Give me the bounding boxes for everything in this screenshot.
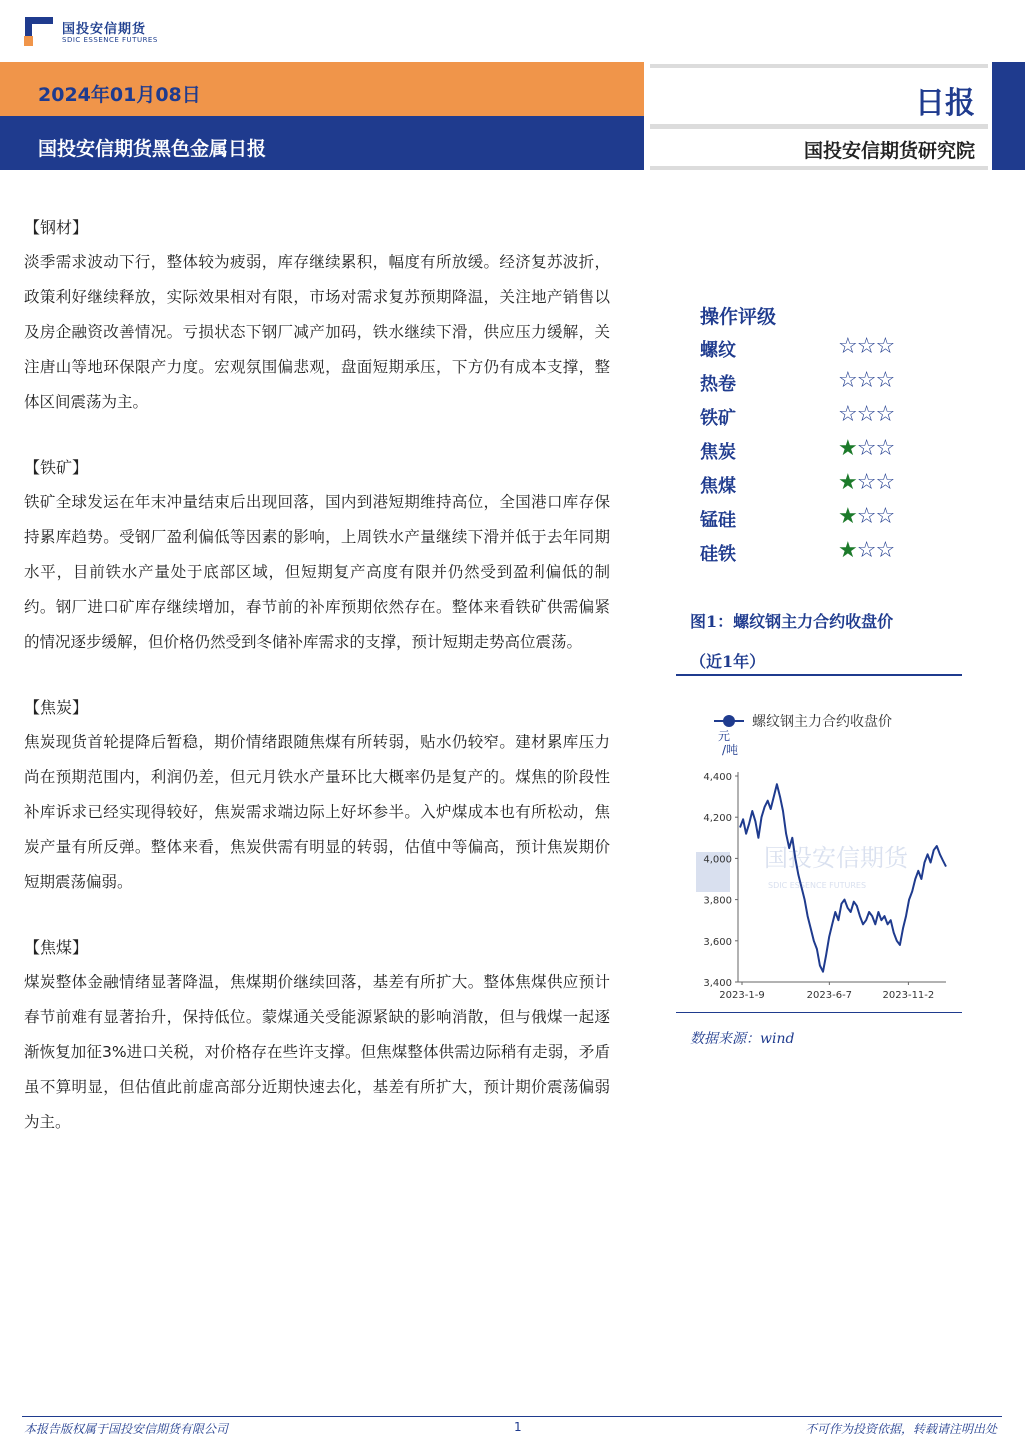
header-divider (650, 166, 988, 170)
star-outline-icon: ☆ (856, 402, 876, 427)
y-axis-label: 元 (717, 729, 731, 743)
rating-commodity: 焦炭 (700, 442, 736, 463)
star-outline-icon: ☆ (856, 334, 876, 359)
star-filled-icon: ★ (838, 436, 857, 461)
star-rating-icon (838, 368, 894, 393)
section-heading: 【焦煤】 (24, 938, 89, 957)
report-title: 国投安信期货黑色金属日报 (38, 138, 267, 160)
price-line-chart (676, 700, 966, 1010)
y-tick-label: 3,400 (703, 978, 732, 989)
rating-commodity: 热卷 (700, 374, 736, 395)
footer-disclaimer: 不可作为投资依据，转载请注明出处 (804, 1422, 997, 1436)
star-outline-icon: ☆ (838, 334, 857, 359)
rating-row (700, 404, 940, 438)
star-outline-icon: ☆ (856, 436, 876, 461)
star-filled-icon: ★ (838, 504, 857, 529)
series-line (740, 784, 946, 972)
star-rating-icon (838, 436, 894, 461)
page-number: 1 (514, 1420, 522, 1434)
star-rating-icon (838, 538, 894, 563)
y-tick-label: 4,200 (703, 813, 732, 825)
logo-text-cn: 国投安信期货 (62, 22, 147, 37)
figure-rule (676, 674, 962, 676)
figure-caption-line1: 图1：螺纹钢主力合约收盘价 (690, 612, 894, 631)
company-logo (24, 16, 164, 52)
header-accent-bar (992, 62, 1025, 170)
star-outline-icon: ☆ (875, 504, 895, 529)
star-rating-icon (838, 470, 894, 495)
report-date: 2024年01月08日 (38, 84, 201, 106)
rating-commodity: 硅铁 (700, 544, 736, 565)
rating-commodity: 螺纹 (700, 340, 736, 361)
section-coke (24, 690, 610, 900)
section-text: 铁矿全球发运在年末冲量结束后出现回落，国内到港短期维持高位，全国港口库存保持累库趋势。受钢厂盈利偏低等因素的影响，上周铁水产量继续下滑并低于去年同期水平，目前铁水产量处于底部区域，但短期复产高度有限并仍然受到盈利偏低的制约。钢厂进口矿库存继续增加，春节前的补库预期依然存在。整体来看铁矿供需偏紧的情况逐步缓解，但价格仍然受到冬储补库需求的支撑，预计短期走势高位震荡。 (24, 493, 610, 651)
section-iron-ore (24, 450, 610, 660)
figure-caption-line2: （近1年） (690, 652, 766, 671)
x-tick-label: 2023-11-2 (882, 990, 935, 1001)
logo-mark-icon (24, 16, 54, 46)
section-coking-coal (24, 930, 610, 1140)
figure-caption (690, 602, 970, 682)
rating-commodity: 铁矿 (700, 408, 736, 429)
star-outline-icon: ☆ (875, 538, 895, 563)
rating-commodity: 焦煤 (700, 476, 736, 497)
star-outline-icon: ☆ (856, 504, 876, 529)
legend-marker-icon (723, 715, 735, 727)
star-filled-icon: ★ (838, 538, 857, 563)
x-tick-label: 2023-1-9 (719, 990, 765, 1001)
y-tick-label: 4,000 (703, 854, 732, 866)
star-outline-icon: ☆ (875, 470, 895, 495)
legend-label: 螺纹钢主力合约收盘价 (752, 714, 892, 730)
star-outline-icon: ☆ (856, 368, 876, 393)
rating-row (700, 336, 940, 370)
rating-commodity: 锰硅 (700, 510, 736, 531)
star-outline-icon: ☆ (875, 368, 895, 393)
report-body (24, 210, 610, 1170)
data-source: 数据来源：wind (690, 1031, 795, 1047)
star-outline-icon: ☆ (875, 402, 895, 427)
star-outline-icon: ☆ (856, 538, 876, 563)
section-heading: 【钢材】 (24, 218, 89, 237)
watermark-text: 国投安信期货 (764, 844, 908, 872)
institute-name: 国投安信期货研究院 (803, 140, 975, 162)
header-divider (650, 124, 988, 129)
rating-row (700, 438, 940, 472)
section-heading: 【焦炭】 (24, 698, 89, 717)
footer-copyright: 本报告版权属于国投安信期货有限公司 (24, 1422, 229, 1436)
header-divider (650, 64, 988, 68)
star-outline-icon: ☆ (875, 436, 895, 461)
doc-type-label: 日报 (915, 86, 975, 121)
rating-row (700, 472, 940, 506)
y-tick-label: 3,600 (703, 936, 732, 948)
rating-row (700, 540, 940, 574)
rating-title: 操作评级 (700, 306, 777, 328)
star-filled-icon: ★ (838, 470, 857, 495)
watermark-text-en: SDIC ESSENCE FUTURES (768, 881, 867, 890)
star-rating-icon (838, 504, 894, 529)
star-outline-icon: ☆ (856, 470, 876, 495)
star-outline-icon: ☆ (875, 334, 895, 359)
footer-rule (22, 1416, 1002, 1417)
star-rating-icon (838, 334, 894, 359)
section-steel (24, 210, 610, 420)
x-tick-label: 2023-6-7 (806, 990, 853, 1001)
section-text: 淡季需求波动下行，整体较为疲弱，库存继续累积，幅度有所放缓。经济复苏波折，政策利好继续释放，实际效果相对有限，市场对需求复苏预期降温，关注地产销售以及房企融资改善情况。亏损状态下钢厂减产加码，铁水继续下滑，供应压力缓解，关注唐山等地环保限产力度。宏观氛围偏悲观，盘面短期承压，下方仍有成本支撑，整体区间震荡为主。 (24, 253, 610, 411)
y-axis-label: /吨 (721, 743, 739, 757)
star-outline-icon: ☆ (838, 368, 857, 393)
y-tick-label: 3,800 (703, 895, 732, 907)
rating-row (700, 506, 940, 540)
section-text: 煤炭整体金融情绪显著降温，焦煤期价继续回落，基差有所扩大。整体焦煤供应预计春节前难有显著抬升，保持低位。蒙煤通关受能源紧缺的影响消散，但与俄煤一起逐渐恢复加征3%进口关税，对价格存在些许支撑。但焦煤整体供需边际稍有走弱，矛盾虽不算明显，但估值此前虚高部分近期快速去化，基差有所扩大，预计期价震荡偏弱为主。 (24, 973, 610, 1131)
star-rating-icon (838, 402, 894, 427)
section-text: 焦炭现货首轮提降后暂稳，期价情绪跟随焦煤有所转弱，贴水仍较窄。建材累库压力尚在预期范围内，利润仍差，但元月铁水产量环比大概率仍是复产的。煤焦的阶段性补库诉求已经实现得较好，焦炭需求端边际上好坏参半。入炉煤成本也有所松动，焦炭产量有所反弹。整体来看，焦炭供需有明显的转弱，估值中等偏高，预计焦炭期价短期震荡偏弱。 (24, 733, 610, 891)
rating-row (700, 370, 940, 404)
logo-text-en: SDIC ESSENCE FUTURES (62, 36, 158, 44)
figure-rule (676, 1012, 962, 1013)
star-outline-icon: ☆ (838, 402, 857, 427)
section-heading: 【铁矿】 (24, 458, 89, 477)
y-tick-label: 4,400 (703, 772, 732, 783)
